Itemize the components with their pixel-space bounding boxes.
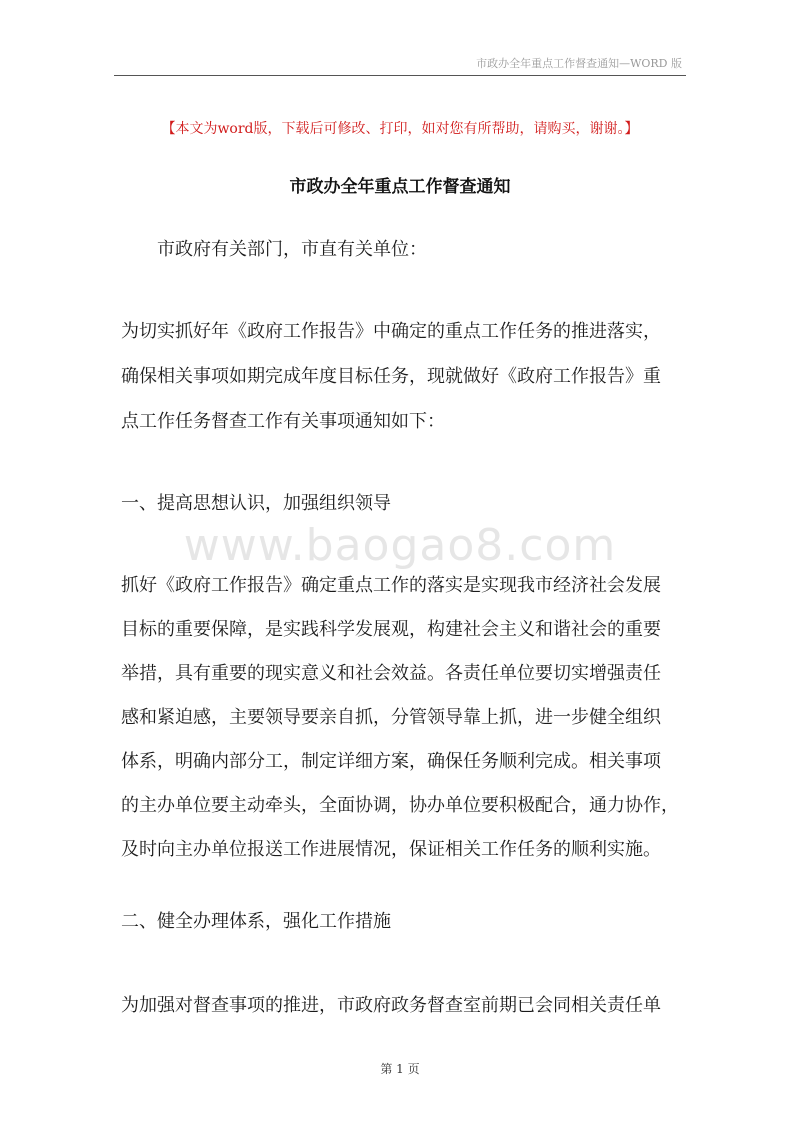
document-title: 市政办全年重点工作督查通知 bbox=[289, 177, 511, 197]
section1-line: 的主办单位要主动牵头，全面协调，协办单位要积极配合，通力协作， bbox=[121, 795, 679, 816]
intro-line: 为切实抓好年《政府工作报告》中确定的重点工作任务的推进落实， bbox=[121, 321, 661, 342]
section1-line: 及时向主办单位报送工作进展情况，保证相关工作任务的顺利实施。 bbox=[121, 839, 661, 860]
purchase-notice: 【本文为word版，下载后可修改、打印，如对您有所帮助，请购买，谢谢。】 bbox=[161, 121, 639, 137]
section1-line: 举措，具有重要的现实意义和社会效益。各责任单位要切实增强责任 bbox=[121, 663, 661, 684]
section1-line: 感和紧迫感，主要领导要亲自抓，分管领导靠上抓，进一步健全组织 bbox=[121, 707, 661, 728]
section1-line: 抓好《政府工作报告》确定重点工作的落实是实现我市经济社会发展 bbox=[121, 575, 661, 596]
running-header: 市政办全年重点工作督查通知—WORD 版 bbox=[476, 57, 682, 70]
section-heading-2: 二、健全办理体系，强化工作措施 bbox=[121, 911, 391, 932]
page-number: 第 1 页 bbox=[380, 1062, 420, 1076]
intro-line: 确保相关事项如期完成年度目标任务，现就做好《政府工作报告》重 bbox=[121, 366, 661, 387]
section2-line: 为加强对督查事项的推进，市政府政务督查室前期已会同相关责任单 bbox=[121, 995, 661, 1016]
watermark: www.baogao8.com bbox=[183, 520, 617, 571]
intro-line: 点工作任务督查工作有关事项通知如下： bbox=[121, 411, 445, 432]
section1-line: 目标的重要保障，是实践科学发展观，构建社会主义和谐社会的重要 bbox=[121, 619, 661, 640]
salutation: 市政府有关部门，市直有关单位： bbox=[157, 239, 427, 260]
section-heading-1: 一、提高思想认识，加强组织领导 bbox=[121, 493, 391, 514]
header-divider bbox=[114, 75, 686, 76]
section1-line: 体系，明确内部分工，制定详细方案，确保任务顺利完成。相关事项 bbox=[121, 751, 661, 772]
